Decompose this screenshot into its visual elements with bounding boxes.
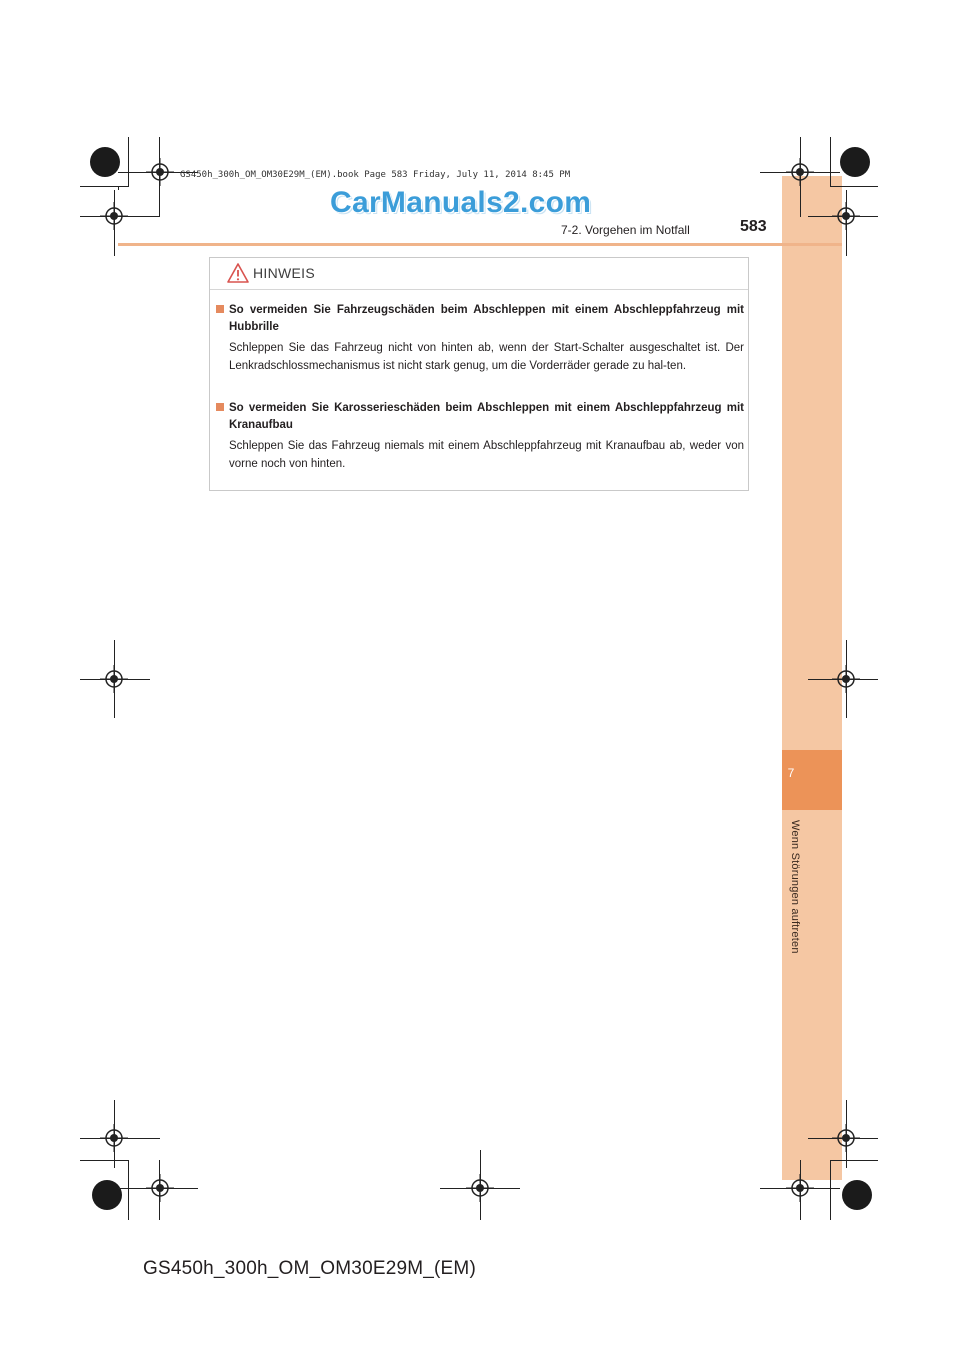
chapter-number: 7: [787, 766, 795, 780]
crop-line: [800, 1160, 801, 1220]
page-number: 583: [740, 218, 767, 235]
crop-line: [846, 1100, 847, 1168]
crop-line: [830, 186, 878, 187]
crop-line: [118, 186, 119, 190]
crop-line: [114, 1100, 115, 1168]
crop-line: [846, 640, 847, 718]
square-bullet-icon: [216, 305, 224, 313]
crop-line: [114, 190, 115, 256]
crop-line: [114, 640, 115, 718]
crop-line: [80, 186, 129, 187]
notice-header: [210, 258, 748, 290]
crop-line: [80, 1138, 160, 1139]
crop-line: [159, 137, 160, 217]
footer-document-code: GS450h_300h_OM_OM30E29M_(EM): [143, 1258, 476, 1279]
notice-item-title: So vermeiden Sie Fahrzeugschäden beim Abschleppen mit einem Abschleppfahrzeug mit Hubbrille: [229, 304, 744, 333]
crop-line: [80, 216, 160, 217]
crop-line: [128, 137, 129, 187]
crop-line: [118, 1188, 198, 1189]
crop-line: [808, 1138, 878, 1139]
crop-line: [808, 216, 878, 217]
book-info-line: GS450h_300h_OM_OM30E29M_(EM).book Page 583 Friday, July 11, 2014 8:45 PM: [180, 170, 571, 180]
crop-line: [480, 1150, 481, 1220]
chapter-number-box: [782, 750, 842, 810]
square-bullet-icon: [216, 403, 224, 411]
crop-line: [846, 190, 847, 256]
registration-dot-bottom-left: [92, 1180, 122, 1210]
notice-box: [209, 257, 749, 491]
warning-triangle-icon: [226, 262, 250, 284]
registration-dot-bottom-right: [842, 1180, 872, 1210]
registration-dot-top-right: [840, 147, 870, 177]
crop-line: [128, 1160, 129, 1220]
notice-item-body: Schleppen Sie das Fahrzeug niemals mit einem Abschleppfahrzeug mit Kranaufbau ab, weder von vorne noch von hinten.: [229, 440, 744, 470]
chapter-label: Wenn Störungen auftreten: [789, 820, 801, 954]
crop-line: [159, 1160, 160, 1220]
notice-title: HINWEIS: [253, 265, 315, 281]
crop-line: [808, 679, 878, 680]
crop-line: [80, 1160, 129, 1161]
section-title: 7-2. Vorgehen im Notfall: [561, 223, 690, 237]
notice-item-body: Schleppen Sie das Fahrzeug nicht von hinten ab, wenn der Start-Schalter ausgeschaltet ist. Der Lenkradschlossmechanismus ist nicht stark genug, um die Vorderräder gerade zu hal-ten.: [229, 342, 744, 372]
crop-line: [830, 1160, 831, 1220]
crop-line: [800, 137, 801, 217]
crop-line: [830, 137, 831, 187]
crop-line: [830, 1160, 878, 1161]
registration-dot-top-left: [90, 147, 120, 177]
watermark: CarManuals2.com: [330, 186, 592, 219]
header-rule: [118, 243, 842, 246]
crop-line: [80, 679, 150, 680]
notice-item-title: So vermeiden Sie Karosserieschäden beim Abschleppen mit einem Abschleppfahrzeug mit Kranaufbau: [229, 402, 744, 431]
